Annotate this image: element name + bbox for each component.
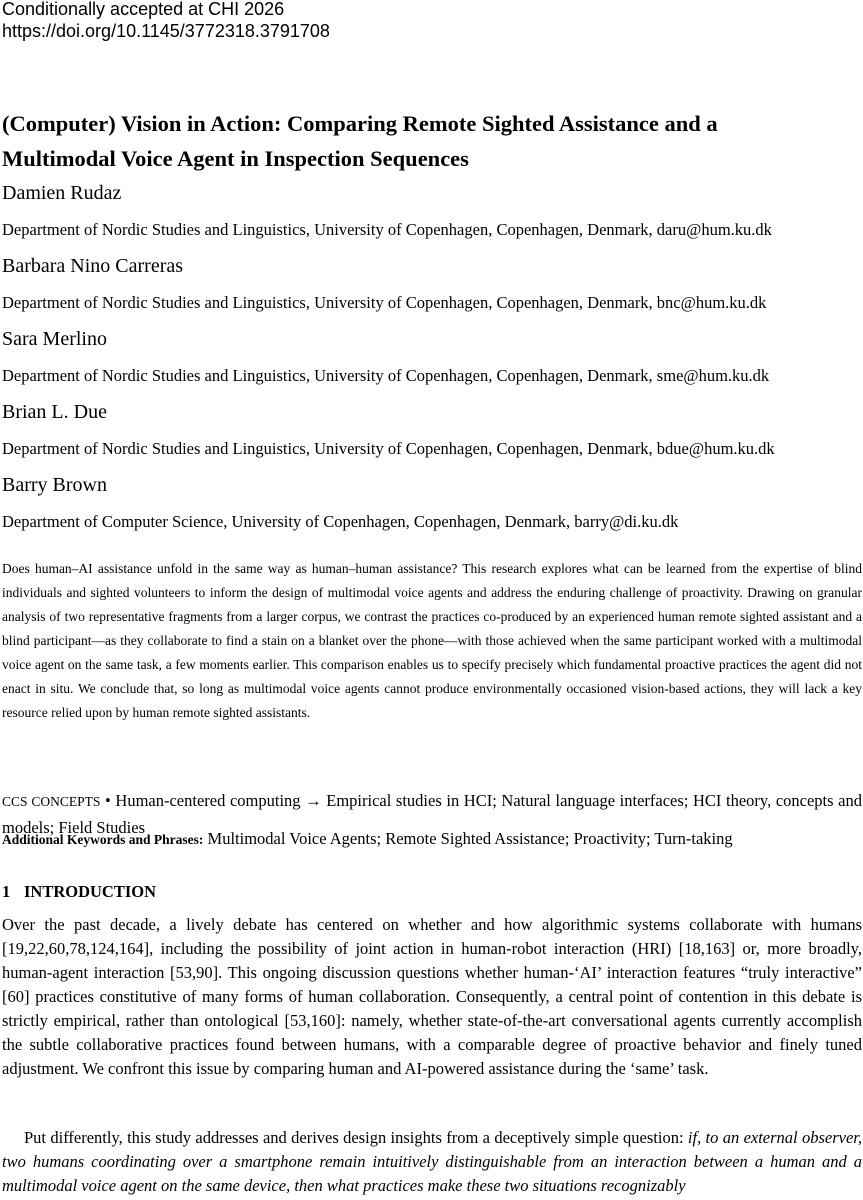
- doi-link[interactable]: https://doi.org/10.1145/3772318.3791708: [2, 21, 330, 41]
- author-affiliation: Department of Nordic Studies and Linguistics, University of Copenhagen, Copenhagen, Denmark, daru@hum.ku.dk: [2, 220, 772, 239]
- title-line-1: (Computer) Vision in Action: Comparing Remote Sighted Assistance and a: [2, 111, 718, 136]
- keywords-label: Additional Keywords and Phrases:: [2, 832, 204, 847]
- section-heading: [2, 881, 156, 903]
- author-list: [2, 180, 862, 545]
- author-affiliation: Department of Nordic Studies and Linguistics, University of Copenhagen, Copenhagen, Denmark, sme@hum.ku.dk: [2, 366, 770, 385]
- section-number: 1: [2, 882, 11, 901]
- keywords-text: Multimodal Voice Agents; Remote Sighted Assistance; Proactivity; Turn-taking: [203, 829, 733, 848]
- abstract: Does human–AI assistance unfold in the same way as human–human assistance? This research explores what can be learned from the expertise of blind individuals and sighted volunteers to inform the design of multimodal voice agents and address the enduring challenge of proactivity. Drawing on granular analysis of two representative fragments from a larger corpus, we contrast the practices co-produced by an experienced human remote sighted assistant and a blind participant—as they collaborate to find a stain on a blanket over the phone—with those achieved when the same participant worked with a multimodal voice agent on the same task, a few moments earlier. This comparison enables us to specify precisely which fundamental proactive practices the agent did not enact in situ. We conclude that, so long as multimodal voice agents cannot produce environmentally occasioned vision-based actions, they will lack a key resource relied upon by human remote sighted assistants.: [2, 561, 862, 720]
- ccs-text: • Human-centered computing → Empirical studies in HCI; Natural language interfaces; HCI theory, concepts and models; Field Studies: [2, 791, 862, 837]
- intro-paragraph-2: [2, 1126, 862, 1198]
- paragraph-italic-text: if, to an external observer, two humans coordinating over a smartphone remain intuitively distinguishable from an interaction between a human and a multimodal voice agent on the same device, then what practices make these two situations recognizably: [2, 1128, 863, 1195]
- intro-paragraph-1: Over the past decade, a lively debate has centered on whether and how algorithmic systems collaborate with humans [19,22,60,78,124,164], including the possibility of joint action in human-robot interaction (HRI) [18,163] or, more broadly, human-agent interaction [53,90]. This ongoing discussion questions whether human-‘AI’ interaction features “truly interactive” [60] practices constitutive of many forms of human collaboration. Consequently, a central point of contention in this debate is strictly empirical, rather than ontological [53,160]: namely, whether state-of-the-art conversational agents currently accomplish the subtle collaborative practices found between humans, with a comparable degree of proactive behavior and finely tuned adjustment. We confront this issue by comparing human and AI-powered assistance during the ‘same’ task.: [2, 915, 862, 1078]
- author-name: Damien Rudaz: [2, 182, 122, 204]
- keywords: [2, 828, 862, 851]
- paper-title: [2, 106, 852, 176]
- section-title: INTRODUCTION: [24, 882, 157, 901]
- author-name: Barbara Nino Carreras: [2, 255, 184, 277]
- author-affiliation: Department of Nordic Studies and Linguistics, University of Copenhagen, Copenhagen, Denmark, bdue@hum.ku.dk: [2, 439, 775, 458]
- author-name: Barry Brown: [2, 474, 107, 496]
- page-header: [0, 0, 330, 42]
- ccs-label: CCS CONCEPTS: [2, 794, 101, 809]
- author-name: Sara Merlino: [2, 328, 107, 350]
- paragraph-text: Put differently, this study addresses and derives design insights from a deceptively simple question:: [24, 1128, 688, 1147]
- author-affiliation: Department of Nordic Studies and Linguistics, University of Copenhagen, Copenhagen, Denmark, bnc@hum.ku.dk: [2, 293, 767, 312]
- title-line-2: Multimodal Voice Agent in Inspection Sequences: [2, 146, 469, 171]
- acceptance-status: Conditionally accepted at CHI 2026: [2, 0, 285, 19]
- author-name: Brian L. Due: [2, 401, 107, 423]
- author-affiliation: Department of Computer Science, University of Copenhagen, Copenhagen, Denmark, barry@di.ku.dk: [2, 512, 679, 531]
